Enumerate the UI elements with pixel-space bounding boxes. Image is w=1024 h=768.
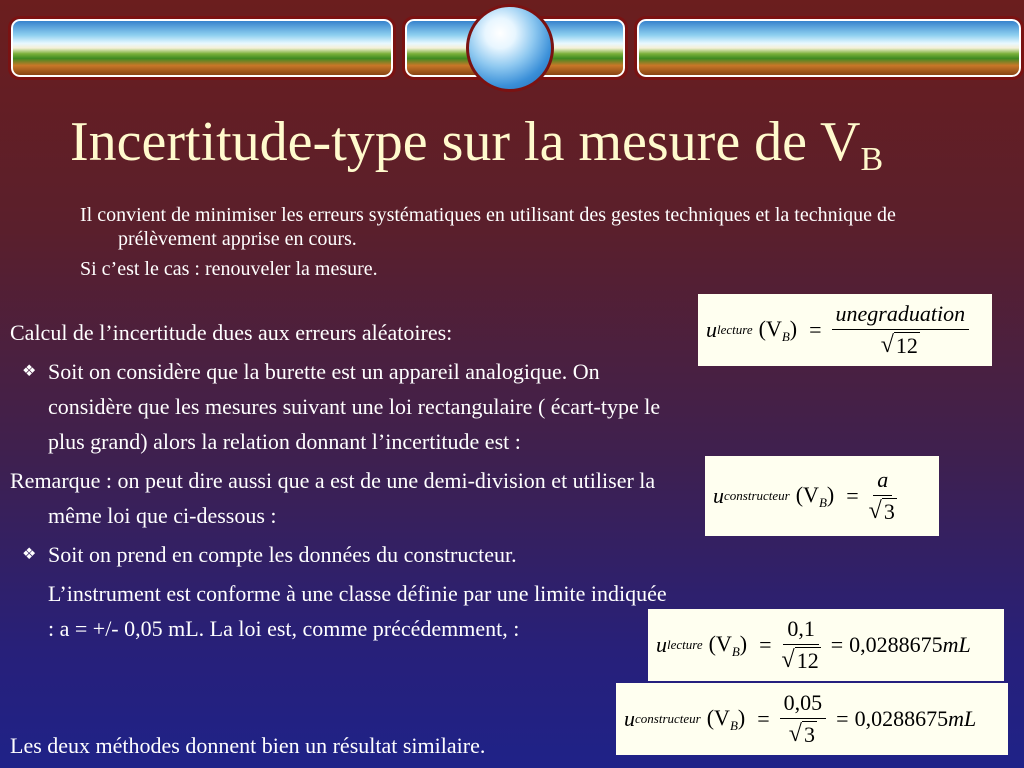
sqrt-icon: √ (781, 647, 795, 673)
arg-subscript: B (731, 643, 740, 659)
aleatoire-heading: Calcul de l’incertitude dues aux erreurs aléatoires: (10, 320, 453, 345)
arg-open: (V (708, 630, 732, 656)
remark-text: Remarque : on peut dire aussi que a est de une demi-division et utiliser la même loi que ci-dessous : (10, 468, 656, 528)
radicand: 12 (895, 333, 918, 358)
formula-subscript: constructeur (724, 488, 790, 503)
arg-subscript: B (781, 328, 790, 344)
formula-u-lecture (698, 294, 992, 366)
formula-symbol: u (656, 632, 667, 657)
fraction (832, 301, 970, 359)
formula-symbol: u (713, 483, 724, 508)
intro-line-1: Il convient de minimiser les erreurs systématiques en utilisant des gestes techniques et la technique de prélèvement apprise en cours. (80, 204, 896, 250)
radicand: 3 (883, 499, 895, 524)
equals-sign: = (846, 483, 859, 508)
arg-subscript: B (818, 494, 827, 510)
header-banner-right (634, 16, 1024, 80)
numerator: a (873, 467, 892, 496)
formula-subscript: lecture (717, 322, 753, 337)
fraction (780, 690, 827, 748)
result-value: 0,0288675 (854, 706, 949, 731)
equals-sign: = (830, 632, 844, 657)
fraction (869, 467, 897, 525)
bullet-diamond-icon: ❖ (22, 363, 37, 380)
result-unit: mL (942, 632, 971, 657)
denominator (789, 719, 817, 748)
bullet-constructor (10, 537, 670, 572)
slide-title (70, 110, 883, 179)
radicand: 3 (803, 722, 815, 747)
numerator: 0,1 (783, 616, 819, 645)
formula-u-constructeur-value (616, 683, 1008, 755)
fraction (782, 616, 821, 674)
arg-close: ) (737, 704, 746, 730)
bullet-analog-text: Soit on considère que la burette est un appareil analogique. On considère que les mesures suivant une loi rectangulaire ( écart-type le plus grand) alors la relation donnant l’incertitude est : (48, 359, 661, 454)
formula-arg (707, 705, 746, 734)
equals-sign: = (809, 317, 822, 342)
arg-close: ) (739, 630, 748, 656)
bullet-constructor-text: Soit on prend en compte les données du constructeur. (48, 542, 517, 567)
numerator: unegraduation (832, 301, 970, 330)
arg-open: (V (706, 704, 730, 730)
sqrt-icon: √ (788, 721, 802, 747)
formula-symbol: u (706, 317, 717, 342)
arg-close: ) (789, 315, 798, 341)
formula-arg (796, 482, 835, 511)
slide-title-subscript: B (860, 141, 884, 178)
formula-subscript: constructeur (635, 711, 701, 726)
formula-subscript: lecture (667, 637, 703, 652)
bullet-analog (10, 354, 670, 459)
arg-open: (V (758, 315, 782, 341)
globe-icon (466, 4, 554, 92)
numerator: 0,05 (780, 690, 827, 719)
bullet-diamond-icon: ❖ (22, 546, 37, 563)
formula-arg (759, 316, 798, 345)
arg-subscript: B (729, 717, 738, 733)
arg-open: (V (795, 481, 819, 507)
arg-close: ) (826, 481, 835, 507)
formula-u-constructeur (705, 456, 939, 536)
instrument-text: L’instrument est conforme à une classe définie par une limite indiquée : a = +/- 0,05 mL. La loi est, comme précédemment, : (48, 581, 667, 641)
main-text (10, 315, 670, 650)
result-value: 0,0288675 (849, 632, 943, 657)
formula-u-lecture-value (648, 609, 1004, 681)
denominator (881, 330, 920, 359)
slide-title-text: Incertitude-type sur la mesure de V (70, 111, 861, 173)
conclusion-text: Les deux méthodes donnent bien un résultat similaire. (10, 733, 486, 758)
intro-line-2: Si c’est le cas : renouveler la mesure. (80, 258, 378, 280)
equals-sign: = (759, 632, 772, 657)
result-unit: mL (948, 706, 977, 731)
sqrt-icon: √ (880, 332, 894, 358)
denominator (869, 496, 897, 525)
formula-symbol: u (624, 706, 635, 731)
intro-block (80, 203, 980, 287)
denominator (782, 645, 821, 674)
formula-arg (709, 631, 748, 660)
sqrt-icon: √ (868, 498, 882, 524)
equals-sign: = (757, 706, 770, 731)
header-banner-left (8, 16, 396, 80)
equals-sign: = (836, 706, 849, 731)
radicand: 12 (796, 648, 819, 673)
